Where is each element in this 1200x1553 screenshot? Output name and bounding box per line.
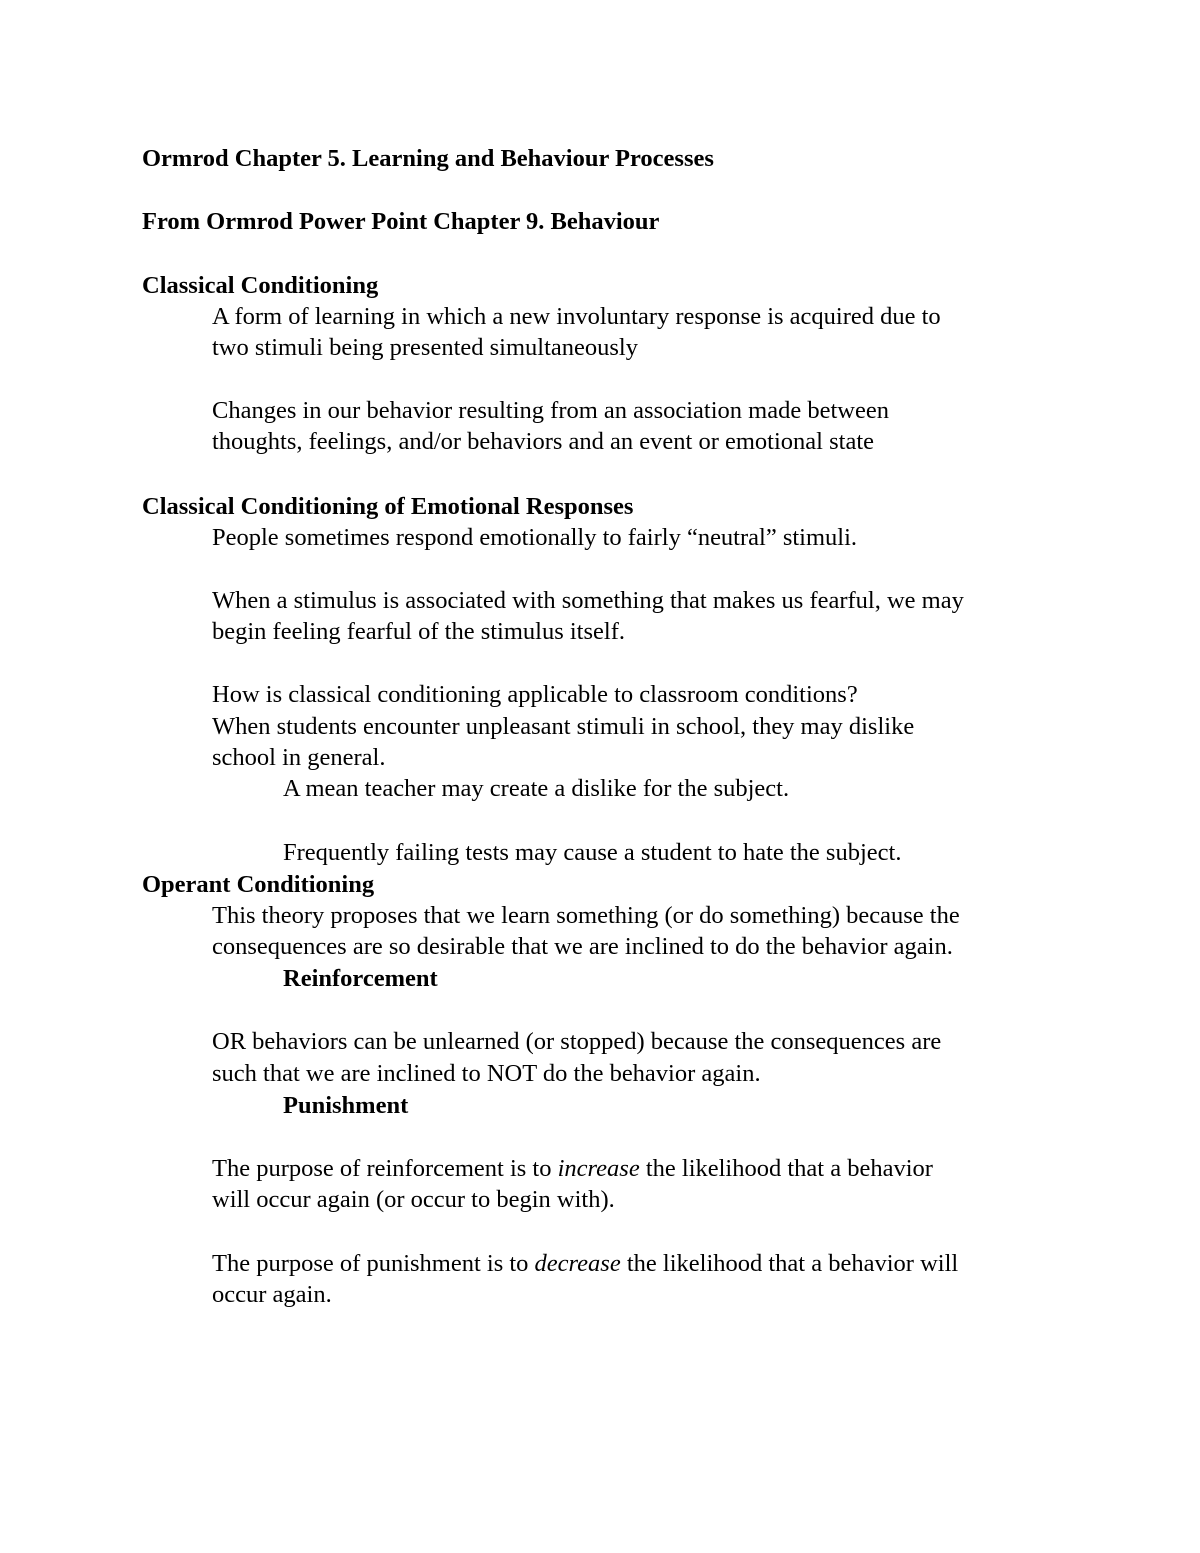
reinforcement-purpose-line1: [212, 1153, 933, 1184]
document-subtitle: From Ormrod Power Point Chapter 9. Behaviour: [142, 208, 660, 235]
operant-theory-line2: consequences are so desirable that we are inclined to do the behavior again.: [212, 933, 953, 960]
reinforcement-purpose-pre: The purpose of reinforcement is to: [212, 1155, 558, 1182]
term-punishment: Punishment: [283, 1092, 409, 1119]
heading-classical-conditioning: Classical Conditioning: [142, 272, 379, 299]
classical-changes-line2: thoughts, feelings, and/or behaviors and an event or emotional state: [212, 428, 875, 455]
emotional-answer-line2: school in general.: [212, 744, 386, 771]
heading-emotional-responses: Classical Conditioning of Emotional Responses: [142, 493, 634, 520]
emotional-example-tests: Frequently failing tests may cause a student to hate the subject.: [283, 839, 902, 866]
document-title: Ormrod Chapter 5. Learning and Behaviour Processes: [142, 145, 714, 172]
operant-unlearned-line2: such that we are inclined to NOT do the behavior again.: [212, 1060, 761, 1087]
punishment-purpose-post: the likelihood that a behavior will: [620, 1250, 959, 1277]
emotional-fearful-line2: begin feeling fearful of the stimulus itself.: [212, 618, 625, 645]
emotional-example-teacher: A mean teacher may create a dislike for the subject.: [283, 775, 790, 802]
emotional-neutral-stimuli: People sometimes respond emotionally to fairly “neutral” stimuli.: [212, 524, 858, 551]
operant-theory-line1: This theory proposes that we learn something (or do something) because the: [212, 902, 960, 929]
emotional-fearful-line1: When a stimulus is associated with something that makes us fearful, we may: [212, 587, 964, 614]
operant-unlearned-line1: OR behaviors can be unlearned (or stopped) because the consequences are: [212, 1028, 942, 1055]
heading-operant-conditioning: Operant Conditioning: [142, 871, 375, 898]
reinforcement-purpose-post: the likelihood that a behavior: [639, 1155, 933, 1182]
emotional-answer-line1: When students encounter unpleasant stimuli in school, they may dislike: [212, 713, 915, 740]
punishment-purpose-line2: occur again.: [212, 1281, 332, 1308]
term-reinforcement: Reinforcement: [283, 965, 438, 992]
punishment-purpose-pre: The purpose of punishment is to: [212, 1250, 535, 1277]
emotional-question: How is classical conditioning applicable to classroom conditions?: [212, 681, 858, 708]
classical-definition-line2: two stimuli being presented simultaneously: [212, 334, 638, 361]
classical-changes-line1: Changes in our behavior resulting from an association made between: [212, 397, 889, 424]
punishment-purpose-emphasis: decrease: [534, 1250, 621, 1277]
punishment-purpose-line1: [212, 1248, 958, 1279]
classical-definition-line1: A form of learning in which a new involuntary response is acquired due to: [212, 303, 941, 330]
reinforcement-purpose-line2: will occur again (or occur to begin with).: [212, 1186, 615, 1213]
reinforcement-purpose-emphasis: increase: [557, 1155, 640, 1182]
